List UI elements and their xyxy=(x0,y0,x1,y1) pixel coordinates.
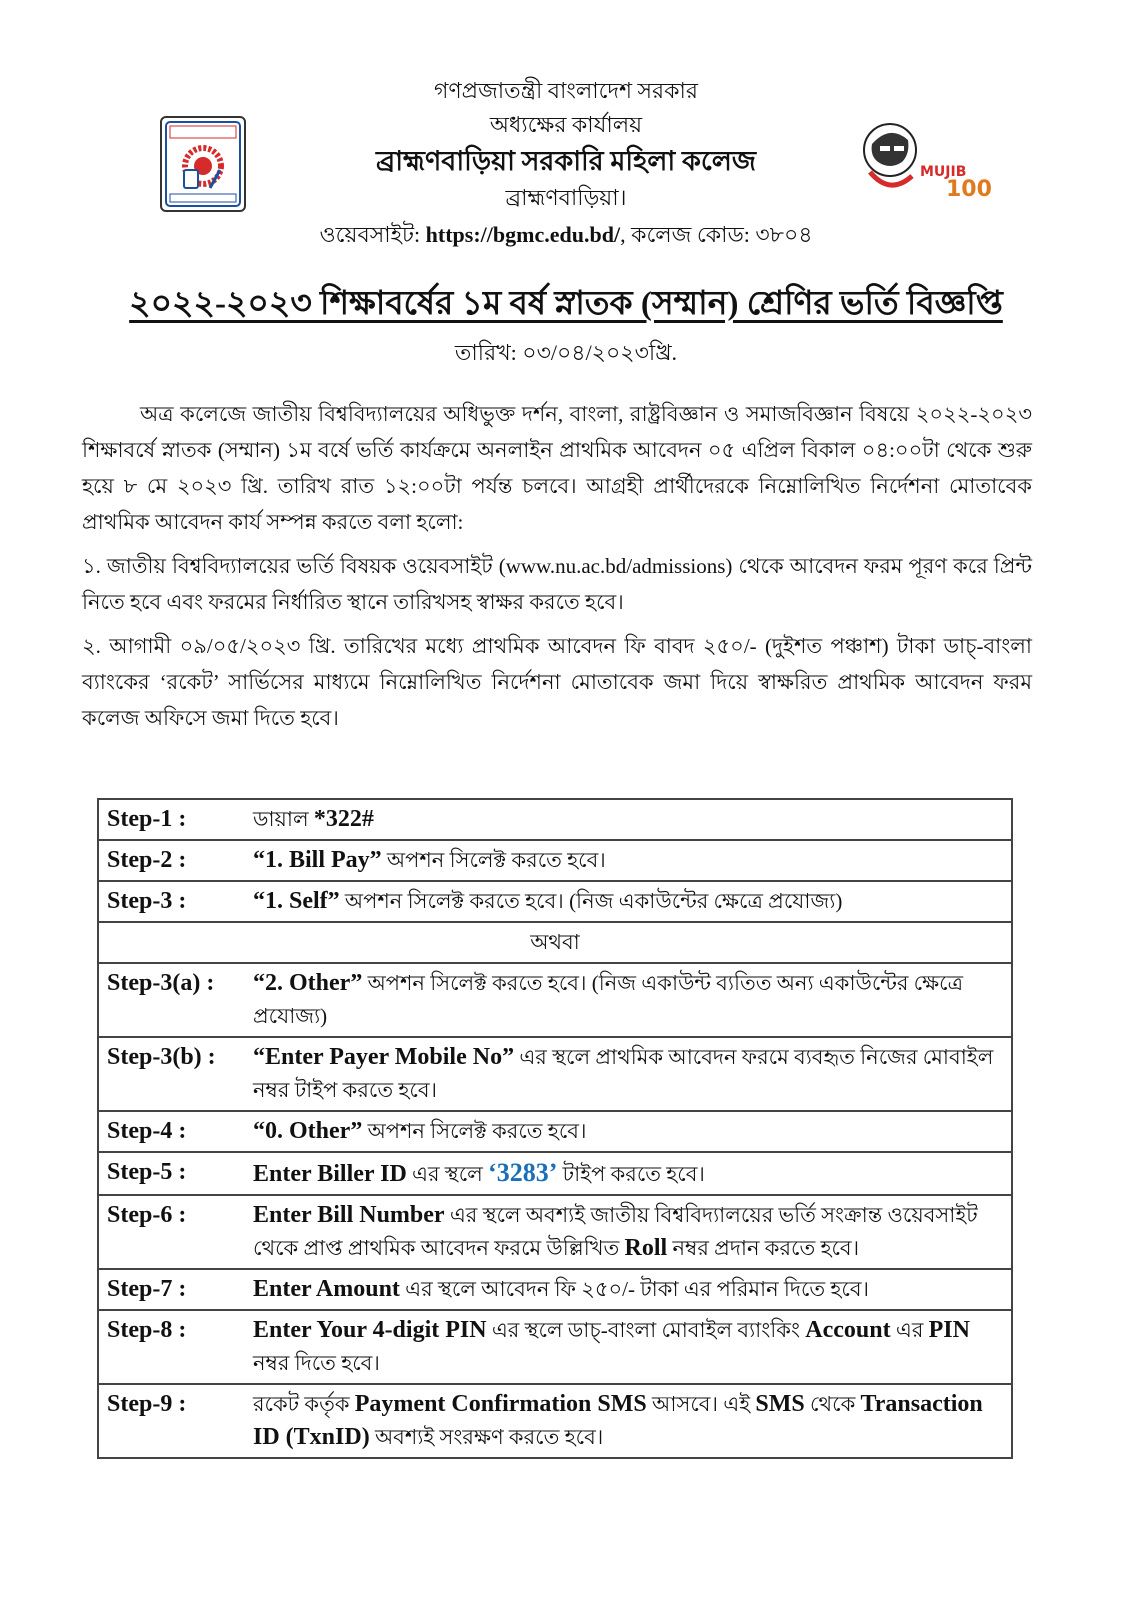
step-row xyxy=(98,1152,1012,1195)
step-row xyxy=(98,1269,1012,1310)
step-row xyxy=(98,1111,1012,1152)
step-label: Step-5 : xyxy=(98,1152,245,1195)
step-text: “2. Other” অপশন সিলেক্ট করতে হবে। (নিজ একাউন্ট ব্যতিত অন্য একাউন্টের ক্ষেত্রে প্রযোজ্য) xyxy=(245,963,1012,1037)
step-label: Step-6 : xyxy=(98,1195,245,1269)
step-row xyxy=(98,1195,1012,1269)
letterhead xyxy=(0,74,1132,254)
step-text: Enter Your 4-digit PIN এর স্থলে ডাচ্-বাংলা মোবাইল ব্যাংকিং Account এর PIN নম্বর দিতে হবে। xyxy=(245,1310,1012,1384)
step-row xyxy=(98,963,1012,1037)
step-text: Enter Biller ID এর স্থলে ‘3283’ টাইপ করতে হবে। xyxy=(245,1152,1012,1195)
step-row xyxy=(98,881,1012,922)
step-text: “1. Self” অপশন সিলেক্ট করতে হবে। (নিজ একাউন্টের ক্ষেত্রে প্রযোজ্য) xyxy=(245,881,1012,922)
step-text: Enter Amount এর স্থলে আবেদন ফি ২৫০/- টাকা এর পরিমান দিতে হবে। xyxy=(245,1269,1012,1310)
step-text: “Enter Payer Mobile No” এর স্থলে প্রাথমিক আবেদন ফরমে ব্যবহৃত নিজের মোবাইল নম্বর টাইপ করতে হবে। xyxy=(245,1037,1012,1111)
or-separator: অথবা xyxy=(98,922,1012,963)
step-row xyxy=(98,1037,1012,1111)
website-label: ওয়েবসাইট: xyxy=(319,222,421,247)
step-label: Step-3 : xyxy=(98,881,245,922)
college-code: , কলেজ কোড: ৩৮০৪ xyxy=(620,222,813,247)
instruction-item-2: ২. আগামী ০৯/০৫/২০২৩ খ্রি. তারিখের মধ্যে প্রাথমিক আবেদন ফি বাবদ ২৫০/- (দুইশত পঞ্চাশ) টাকা ডাচ্-বাংলা ব্যাংকের ‘রকেট’ সার্ভিসের মাধ্যমে নিম্নোলিখিত নির্দেশনা মোতাবেক জমা দিয়ে স্বাক্ষরিত প্রাথমিক আবেদন ফরম কলেজ অফিসে জমা দিতে হবে। xyxy=(82,634,1032,730)
svg-text:MUJIB: MUJIB xyxy=(920,164,967,180)
biller-id: ‘3283’ xyxy=(488,1158,558,1187)
notice-date: তারিখ: ০৩/০৪/২০২৩খ্রি. xyxy=(454,340,678,365)
step-row xyxy=(98,1384,1012,1458)
notice-title: ২০২২-২০২৩ শিক্ষাবর্ষের ১ম বর্ষ স্নাতক (সম্মান) শ্রেণির ভর্তি বিজ্ঞপ্তি xyxy=(129,286,1003,322)
or-row xyxy=(98,922,1012,963)
website-link[interactable]: https://bgmc.edu.bd/ xyxy=(425,222,621,247)
step-label: Step-4 : xyxy=(98,1111,245,1152)
step-label: Step-9 : xyxy=(98,1384,245,1458)
step-text: “0. Other” অপশন সিলেক্ট করতে হবে। xyxy=(245,1111,1012,1152)
step-text: রকেট কর্তৃক Payment Confirmation SMS আসবে। এই SMS থেকে Transaction ID (TxnID) অবশ্যই সংরক্ষণ করতে হবে। xyxy=(245,1384,1012,1458)
step-label: Step-1 : xyxy=(98,799,245,840)
intro-paragraph: অত্র কলেজে জাতীয় বিশ্ববিদ্যালয়ের অধিভুক্ত দর্শন, বাংলা, রাষ্ট্রবিজ্ঞান ও সমাজবিজ্ঞান বিষয়ে ২০২২-২০২৩ শিক্ষাবর্ষে স্নাতক (সম্মান) ১ম বর্ষে ভর্তি কার্যক্রমে অনলাইন প্রাথমিক আবেদন ০৫ এপ্রিল বিকাল ০৪:০০টা থেকে শুরু হয়ে ৮ মে ২০২৩ খ্রি. তারিখ রাত ১২:০০টা পর্যন্ত চলবে। আগ্রহী প্রার্থীদেরকে নিম্নোলিখিত নির্দেশনা মোতাবেক প্রাথমিক আবেদন কার্য সম্পন্ন করতে বলা হলো: xyxy=(82,402,1032,534)
step-row xyxy=(98,840,1012,881)
step-row xyxy=(98,799,1012,840)
step-text: ডায়াল *322# xyxy=(245,799,1012,840)
payment-steps-table xyxy=(97,798,1013,1459)
step-text: Enter Bill Number এর স্থলে অবশ্যই জাতীয় বিশ্ববিদ্যালয়ের ভর্তি সংক্রান্ত ওয়েবসাইট থেকে প্রাপ্ত প্রাথমিক আবেদন ফরমে উল্লিখিত Roll নম্বর প্রদান করতে হবে। xyxy=(245,1195,1012,1269)
office-name: অধ্যক্ষের কার্যালয় xyxy=(489,112,643,137)
svg-text:100: 100 xyxy=(946,177,992,202)
website-line xyxy=(0,216,1132,254)
step-label: Step-3(b) : xyxy=(98,1037,245,1111)
notice-body xyxy=(82,396,1032,744)
step-label: Step-8 : xyxy=(98,1310,245,1384)
instruction-item-1: ১. জাতীয় বিশ্ববিদ্যালয়ের ভর্তি বিষয়ক ওয়েবসাইট (www.nu.ac.bd/admissions) থেকে আবেদন ফরম পূরণ করে প্রিন্ট নিতে হবে এবং ফরমের নির্ধারিত স্থানে তারিখসহ স্বাক্ষর করতে হবে। xyxy=(82,554,1032,614)
step-label: Step-3(a) : xyxy=(98,963,245,1037)
step-label: Step-7 : xyxy=(98,1269,245,1310)
government-name: গণপ্রজাতন্ত্রী বাংলাদেশ সরকার xyxy=(433,78,699,103)
college-name: ব্রাহ্মণবাড়িয়া সরকারি মহিলা কলেজ xyxy=(376,146,756,176)
step-label: Step-2 : xyxy=(98,840,245,881)
step-row xyxy=(98,1310,1012,1384)
step-text: “1. Bill Pay” অপশন সিলেক্ট করতে হবে। xyxy=(245,840,1012,881)
college-city: ব্রাহ্মণবাড়িয়া। xyxy=(505,185,627,210)
